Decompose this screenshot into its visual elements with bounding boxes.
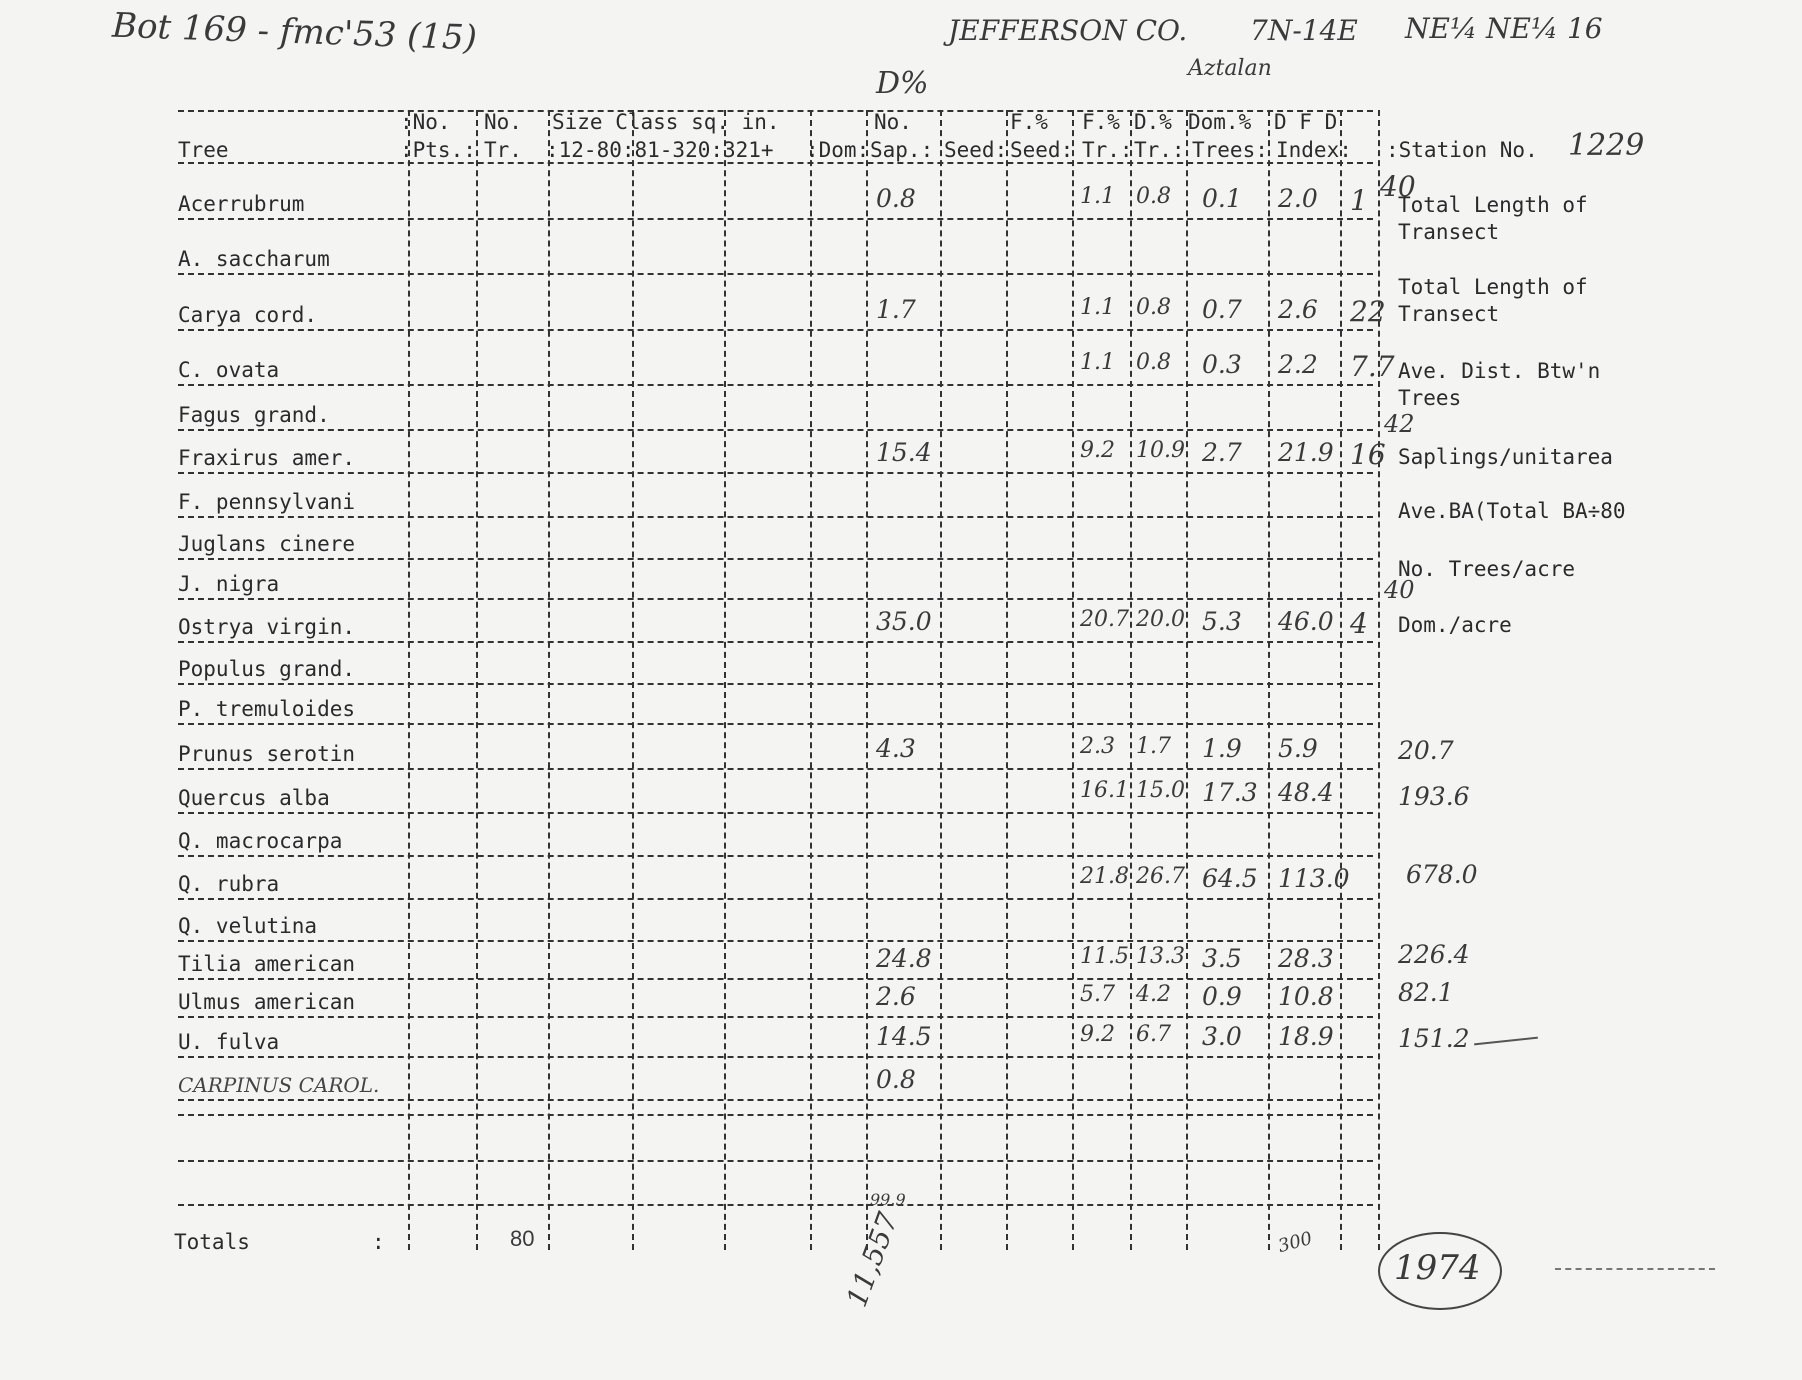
column-rule xyxy=(1378,110,1380,1250)
column-rule xyxy=(1186,110,1188,1250)
column-rule xyxy=(1130,110,1132,1250)
cell-domt: 17.3 xyxy=(1202,778,1258,807)
cell-idx: 46.0 xyxy=(1278,607,1334,636)
row-rule xyxy=(178,598,1373,600)
header-dom-trees-2: Trees: xyxy=(1192,138,1268,162)
side-top-mark: 40 xyxy=(1380,170,1416,203)
cell-sap: 14.5 xyxy=(876,1022,932,1051)
header-dfd-1: D F D xyxy=(1274,110,1338,134)
cell-domt: 0.1 xyxy=(1202,184,1242,213)
top-left-annotation: Bot 169 - fmc'53 (15) xyxy=(111,5,478,59)
row-rule xyxy=(178,384,1373,386)
header-bottom-rule xyxy=(178,162,1373,164)
row-rule xyxy=(178,329,1373,331)
row-rule xyxy=(178,1016,1373,1018)
cell-idx: 5.9 xyxy=(1278,734,1318,763)
cell-dtr: 0.8 xyxy=(1136,184,1171,209)
cell-dtr: 26.7 xyxy=(1136,864,1185,889)
species-name: Q. rubra xyxy=(178,872,280,896)
column-rule xyxy=(810,110,812,1250)
cell-ftr: 5.7 xyxy=(1080,982,1115,1007)
cell-dtr: 0.8 xyxy=(1136,295,1171,320)
side-total-length-1: Total Length of Transect xyxy=(1398,193,1588,244)
column-rule xyxy=(1268,110,1270,1250)
side-ave-ba: Ave.BA(Total BA÷80 xyxy=(1398,499,1626,523)
row-rule xyxy=(178,273,1373,275)
cell-dtr: 10.9 xyxy=(1136,438,1185,463)
species-name: Ulmus american xyxy=(178,990,356,1014)
index-total: 300 xyxy=(1275,1227,1315,1258)
species-name: Carya cord. xyxy=(178,303,318,327)
header-dom-trees-1: Dom.% xyxy=(1188,110,1252,134)
cell-idx: 28.3 xyxy=(1278,944,1334,973)
header-f-seed-2: Seed: xyxy=(1010,138,1074,162)
cell-extra: 7.7 xyxy=(1350,350,1395,383)
row-rule xyxy=(178,978,1373,980)
cell-dtr: 0.8 xyxy=(1136,350,1171,375)
cell-extra: 16 xyxy=(1350,438,1386,471)
cell-ftr: 1.1 xyxy=(1080,184,1115,209)
header-no-pts-2: :Pts.: xyxy=(400,138,476,162)
species-name: Fagus grand. xyxy=(178,403,330,427)
cell-sap: 15.4 xyxy=(876,438,932,467)
cell-domt: 5.3 xyxy=(1202,607,1242,636)
row-rule xyxy=(178,768,1373,770)
cell-idx: 2.6 xyxy=(1278,295,1318,324)
header-sap-2: Sap.: xyxy=(870,138,934,162)
column-rule xyxy=(408,110,410,1250)
row-rule xyxy=(178,898,1373,900)
cell-idx: 2.2 xyxy=(1278,350,1318,379)
column-rule xyxy=(1072,110,1074,1250)
signature-line xyxy=(1555,1268,1715,1270)
cell-idx: 2.0 xyxy=(1278,184,1318,213)
cell-ftr: 2.3 xyxy=(1080,734,1115,759)
species-name: Populus grand. xyxy=(178,657,356,681)
species-name: Fraxirus amer. xyxy=(178,446,356,470)
row-rule xyxy=(178,1204,1373,1206)
species-name: Q. velutina xyxy=(178,914,318,938)
side-dom-acre: Dom./acre xyxy=(1398,613,1512,637)
side-value-3: 678.0 xyxy=(1406,860,1478,889)
species-name: P. tremuloides xyxy=(178,697,356,721)
cell-dtr: 4.2 xyxy=(1136,982,1171,1007)
header-d-tr-2: Tr.: xyxy=(1134,138,1185,162)
row-rule xyxy=(178,1056,1373,1058)
header-size-class-2: :12-80:81-320:321+ xyxy=(546,138,774,162)
header-seed: Seed: xyxy=(944,138,1008,162)
cell-idx: 48.4 xyxy=(1278,778,1334,807)
header-no-tr-2: Tr. xyxy=(484,138,522,162)
header-size-class-1: Size Class sq. in. xyxy=(552,110,780,134)
cell-extra: 22 xyxy=(1350,295,1386,328)
row-rule xyxy=(178,472,1373,474)
cell-ftr: 21.8 xyxy=(1080,864,1129,889)
column-rule xyxy=(548,110,550,1250)
totals-no-tr: 80 xyxy=(510,1226,535,1251)
station-number: 1229 xyxy=(1568,128,1645,163)
cell-sap: 4.3 xyxy=(876,734,916,763)
cell-sap: 24.8 xyxy=(876,944,932,973)
totals-label: Totals xyxy=(174,1230,250,1254)
row-rule xyxy=(178,1114,1373,1116)
section-annotation: NE¼ NE¼ 16 xyxy=(1405,12,1603,45)
cell-domt: 2.7 xyxy=(1202,438,1242,467)
cell-domt: 64.5 xyxy=(1202,864,1258,893)
cell-dtr: 20.0 xyxy=(1136,607,1185,632)
side-saplings-mark: 42 xyxy=(1384,410,1415,438)
row-rule xyxy=(178,855,1373,857)
totals-colon: : xyxy=(372,1230,385,1254)
cell-ftr: 9.2 xyxy=(1080,1022,1115,1047)
cell-domt: 0.3 xyxy=(1202,350,1242,379)
species-name: U. fulva xyxy=(178,1030,280,1054)
column-rule xyxy=(1340,110,1342,1250)
cell-sap: 2.6 xyxy=(876,982,916,1011)
row-rule xyxy=(178,558,1373,560)
bottom-number: 11,557 xyxy=(840,1207,905,1312)
species-name: Tilia american xyxy=(178,952,356,976)
row-rule xyxy=(178,723,1373,725)
row-rule xyxy=(178,429,1373,431)
header-tree: Tree xyxy=(178,138,229,162)
township-annotation: 7N-14E xyxy=(1250,14,1358,47)
species-name: F. pennsylvani xyxy=(178,490,356,514)
species-name: Q. macrocarpa xyxy=(178,829,343,853)
cell-dtr: 15.0 xyxy=(1136,778,1185,803)
side-value-2: 193.6 xyxy=(1398,782,1470,811)
cell-dtr: 6.7 xyxy=(1136,1022,1171,1047)
d-percent-annotation: D% xyxy=(876,66,929,101)
column-rule xyxy=(940,110,942,1250)
header-d-tr-1: D.% xyxy=(1134,110,1172,134)
cell-sap: 1.7 xyxy=(876,295,916,324)
header-no-tr-1: No. xyxy=(484,110,522,134)
species-name: C. ovata xyxy=(178,358,280,382)
cell-ftr: 1.1 xyxy=(1080,350,1115,375)
cell-ftr: 16.1 xyxy=(1080,778,1129,803)
header-station: :Station No. xyxy=(1386,138,1538,162)
header-dom: :Dom: xyxy=(806,138,870,162)
year-annotation: 1974 xyxy=(1394,1248,1481,1288)
cell-dtr: 13.3 xyxy=(1136,944,1185,969)
species-name: Juglans cinere xyxy=(178,532,356,556)
cell-domt: 0.7 xyxy=(1202,295,1242,324)
side-saplings: Saplings/unitarea xyxy=(1398,445,1613,469)
species-name: Prunus serotin xyxy=(178,742,356,766)
cell-idx: 18.9 xyxy=(1278,1022,1334,1051)
species-name: Quercus alba xyxy=(178,786,330,810)
cell-domt: 3.5 xyxy=(1202,944,1242,973)
cell-extra: 4 xyxy=(1350,607,1368,640)
cell-domt: 0.9 xyxy=(1202,982,1242,1011)
header-f-tr-1: F.% xyxy=(1082,110,1120,134)
header-no-pts-1: :No. xyxy=(400,110,451,134)
header-f-seed-1: F.% xyxy=(1010,110,1048,134)
cell-ftr: 20.7 xyxy=(1080,607,1129,632)
side-value-4: 226.4 xyxy=(1398,940,1470,969)
header-sap-1: No. xyxy=(874,110,912,134)
column-rule xyxy=(632,110,634,1250)
species-name: Acerrubrum xyxy=(178,192,305,216)
cell-ftr: 1.1 xyxy=(1080,295,1115,320)
sap-total: 99.9 xyxy=(870,1190,906,1209)
cell-domt: 3.0 xyxy=(1202,1022,1242,1051)
row-rule xyxy=(178,218,1373,220)
column-rule xyxy=(476,110,478,1250)
side-ave-dist: Ave. Dist. Btw'n Trees xyxy=(1398,359,1601,410)
species-name: Ostrya virgin. xyxy=(178,615,356,639)
cell-extra: 1 xyxy=(1350,184,1368,217)
header-f-tr-2: Tr.: xyxy=(1082,138,1133,162)
county-annotation: JEFFERSON CO. xyxy=(948,14,1188,47)
cell-sap: 0.8 xyxy=(876,184,916,213)
header-dfd-2: Index: xyxy=(1276,138,1352,162)
side-value-6-underline xyxy=(1474,1037,1538,1046)
row-rule xyxy=(178,1099,1373,1101)
side-total-length-2: Total Length of Transect xyxy=(1398,275,1588,326)
cell-idx: 10.8 xyxy=(1278,982,1334,1011)
cell-idx: 21.9 xyxy=(1278,438,1334,467)
column-rule xyxy=(1006,110,1008,1250)
side-no-trees: No. Trees/acre xyxy=(1398,557,1576,581)
side-value-1: 20.7 xyxy=(1398,736,1454,765)
side-value-5: 82.1 xyxy=(1398,978,1454,1007)
row-rule xyxy=(178,1160,1373,1162)
cell-dtr: 1.7 xyxy=(1136,734,1171,759)
species-name: CARPINUS CAROL. xyxy=(178,1073,380,1097)
cell-ftr: 9.2 xyxy=(1080,438,1115,463)
site-annotation: Aztalan xyxy=(1188,56,1272,81)
column-rule xyxy=(724,110,726,1250)
cell-sap: 35.0 xyxy=(876,607,932,636)
row-rule xyxy=(178,683,1373,685)
species-name: A. saccharum xyxy=(178,247,330,271)
side-value-6: 151.2 xyxy=(1398,1024,1470,1053)
cell-sap: 0.8 xyxy=(876,1065,916,1094)
cell-ftr: 11.5 xyxy=(1080,944,1129,969)
column-rule xyxy=(866,110,868,1250)
row-rule xyxy=(178,812,1373,814)
cell-domt: 1.9 xyxy=(1202,734,1242,763)
row-rule xyxy=(178,940,1373,942)
cell-idx: 113.0 xyxy=(1278,864,1350,893)
species-name: J. nigra xyxy=(178,572,280,596)
side-no-trees-mark: 40 xyxy=(1384,576,1415,604)
row-rule xyxy=(178,641,1373,643)
row-rule xyxy=(178,516,1373,518)
